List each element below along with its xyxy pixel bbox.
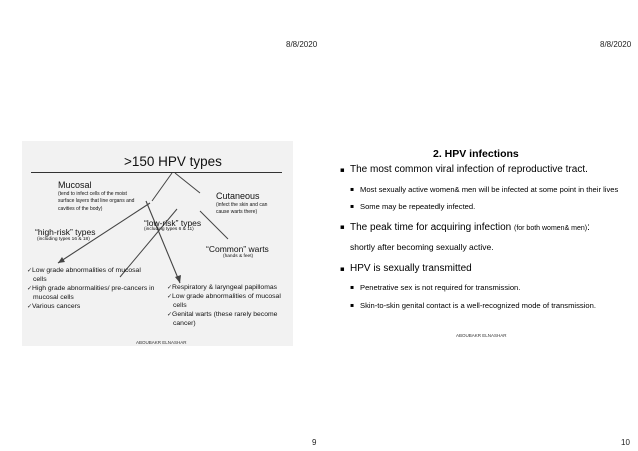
square-bullet-icon: ▪: [350, 203, 355, 210]
common-warts-title: “Common” warts: [206, 244, 269, 254]
hpv-infections-bullets: [340, 164, 625, 316]
high-risk-sub: (including types 16 & 18): [37, 237, 90, 242]
list-item: ✓Respiratory & laryngeal papillomas: [167, 284, 278, 291]
hpv-types-diagram: [22, 141, 293, 346]
square-bullet-icon: ▪: [340, 166, 345, 174]
low-risk-sub: (including types 6 & 11): [144, 227, 194, 232]
bullet-item: ▪ The peak time for acquiring infection (for both women& men): shortly after becoming sexually active.: [340, 218, 625, 257]
low-risk-title: “low-risk” types: [144, 218, 202, 228]
square-bullet-icon: ▪: [350, 185, 355, 193]
page-number-left: 9: [312, 438, 317, 447]
check-icon: ✓: [27, 284, 33, 292]
check-icon: ✓: [167, 284, 173, 291]
mucosal-title: Mucosal: [58, 180, 92, 190]
list-item: ✓Low grade abnormalities of mucosal cells: [167, 292, 281, 309]
slide-footer-right: ABOUBAKR ELNASHAR: [456, 333, 507, 338]
low-risk-outcomes-list: [167, 284, 291, 329]
list-item: ✓Low grade abnormalities of mucosal cells: [27, 267, 141, 283]
bullet-item: ▪ The most common viral infection of reproductive tract.: [340, 164, 588, 175]
square-bullet-icon: ▪: [350, 284, 355, 291]
check-icon: ✓: [27, 267, 33, 274]
high-risk-outcomes-list: [27, 267, 155, 312]
cutaneous-title: Cutaneous: [216, 191, 260, 201]
diagram-title: >150 HPV types: [124, 154, 222, 169]
bullet-item: ▪ HPV is sexually transmitted: [340, 262, 472, 274]
square-bullet-icon: ▪: [340, 222, 345, 231]
square-bullet-icon: ▪: [340, 264, 345, 273]
sub-bullet-item: ▪ Some may be repeatedly infected.: [340, 200, 625, 215]
slide-title: 2. HPV infections: [433, 148, 519, 160]
sub-bullet-item: ▪ Skin-to-skin genital contact is a well-recognized mode of transmission.: [340, 299, 625, 314]
list-item: ✓Genital warts (these rarely become cancer): [167, 310, 278, 327]
page-number-right: 10: [621, 438, 630, 447]
slide-footer-left: ABOUBAKR ELNASHAR: [136, 340, 187, 345]
cutaneous-desc: (infect the skin and can cause warts there): [216, 202, 268, 215]
high-risk-title: “high-risk” types: [35, 227, 96, 237]
check-icon: ✓: [167, 310, 173, 318]
square-bullet-icon: ▪: [350, 301, 355, 309]
date-right: 8/8/2020: [600, 40, 632, 49]
common-warts-sub: (hands & feet): [223, 254, 254, 259]
sub-bullet-item: ▪ Penetrative sex is not required for transmission.: [340, 281, 625, 296]
mucosal-desc: (tend to infect cells of the moist surface layers that line organs and cavities of the body): [58, 191, 135, 212]
title-rule: [31, 172, 282, 173]
check-icon: ✓: [27, 302, 33, 310]
list-item: ✓Various cancers: [27, 302, 81, 310]
check-icon: ✓: [167, 292, 173, 300]
list-item: ✓High grade abnormalities/ pre-cancers in mucosal cells: [27, 284, 155, 301]
date-left: 8/8/2020: [286, 40, 318, 49]
sub-bullet-item: ▪ Most sexually active women& men will be infected at some point in their lives: [340, 183, 625, 198]
